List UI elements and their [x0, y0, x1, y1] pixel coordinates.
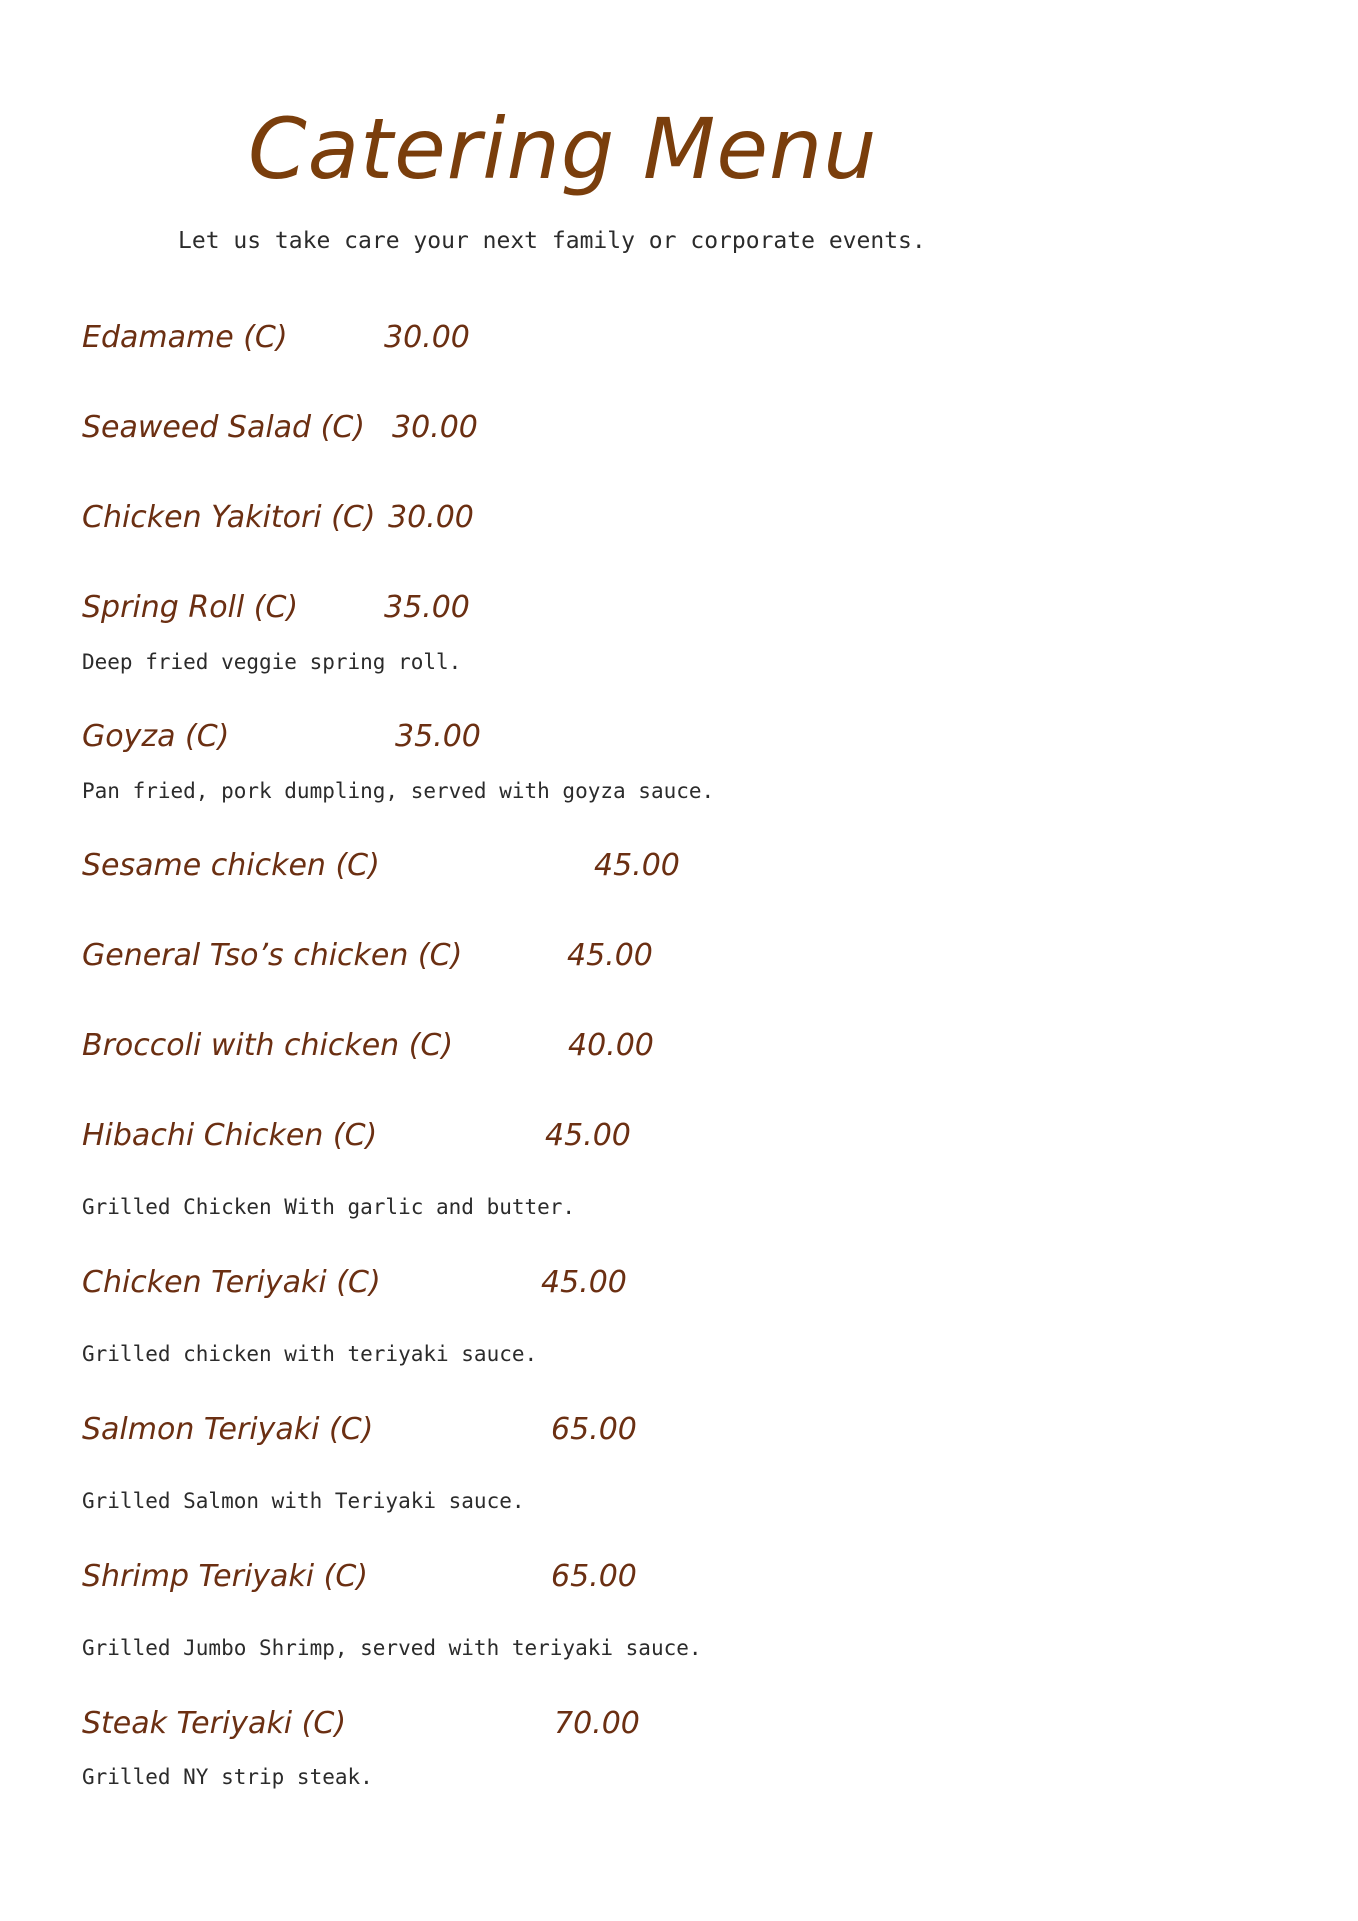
menu-item-name: Shrimp Teriyaki (C): [82, 1559, 369, 1594]
menu-item-name: Steak Teriyaki (C): [82, 1706, 347, 1741]
menu-item-name: Seaweed Salad (C): [82, 410, 365, 445]
menu-item-price: 65.00: [551, 1559, 637, 1594]
menu-item-name: General Tso’s chicken (C): [82, 938, 463, 973]
menu-item-price: 30.00: [388, 500, 474, 535]
menu-item-price: 30.00: [384, 320, 470, 355]
menu-item-description: Grilled Jumbo Shrimp, served with teriyaki sauce.: [82, 1636, 702, 1660]
menu-item-description: Pan fried, pork dumpling, served with goyza sauce.: [82, 779, 715, 803]
menu-item-name: Spring Roll (C): [82, 590, 299, 625]
menu-item-description: Grilled chicken with teriyaki sauce.: [82, 1342, 538, 1366]
menu-item-description: Deep fried veggie spring roll.: [82, 650, 462, 674]
menu-item-name: Chicken Teriyaki (C): [82, 1265, 381, 1300]
menu-item-description: Grilled Salmon with Teriyaki sauce.: [82, 1489, 525, 1513]
menu-item-price: 40.00: [568, 1028, 654, 1063]
menu-item-name: Goyza (C): [82, 719, 230, 754]
menu-item-price: 45.00: [545, 1118, 631, 1153]
menu-item-name: Salmon Teriyaki (C): [82, 1412, 374, 1447]
menu-item-name: Edamame (C): [82, 320, 288, 355]
menu-item-price: 65.00: [551, 1412, 637, 1447]
menu-item-name: Hibachi Chicken (C): [82, 1118, 378, 1153]
menu-item-price: 35.00: [395, 719, 481, 754]
menu-item-price: 45.00: [567, 938, 653, 973]
menu-item-name: Chicken Yakitori (C): [82, 500, 376, 535]
menu-item-description: Grilled Chicken With garlic and butter.: [82, 1195, 576, 1219]
menu-item-price: 45.00: [594, 848, 680, 883]
menu-item-price: 35.00: [384, 590, 470, 625]
page-title: Catering Menu: [248, 100, 878, 198]
page-subtitle: Let us take care your next family or corporate events.: [178, 228, 926, 254]
menu-item-price: 30.00: [392, 410, 478, 445]
menu-item-name: Sesame chicken (C): [82, 848, 380, 883]
menu-item-price: 70.00: [554, 1706, 640, 1741]
menu-item-price: 45.00: [541, 1265, 627, 1300]
menu-item-description: Grilled NY strip steak.: [82, 1765, 373, 1789]
menu-item-name: Broccoli with chicken (C): [82, 1028, 454, 1063]
